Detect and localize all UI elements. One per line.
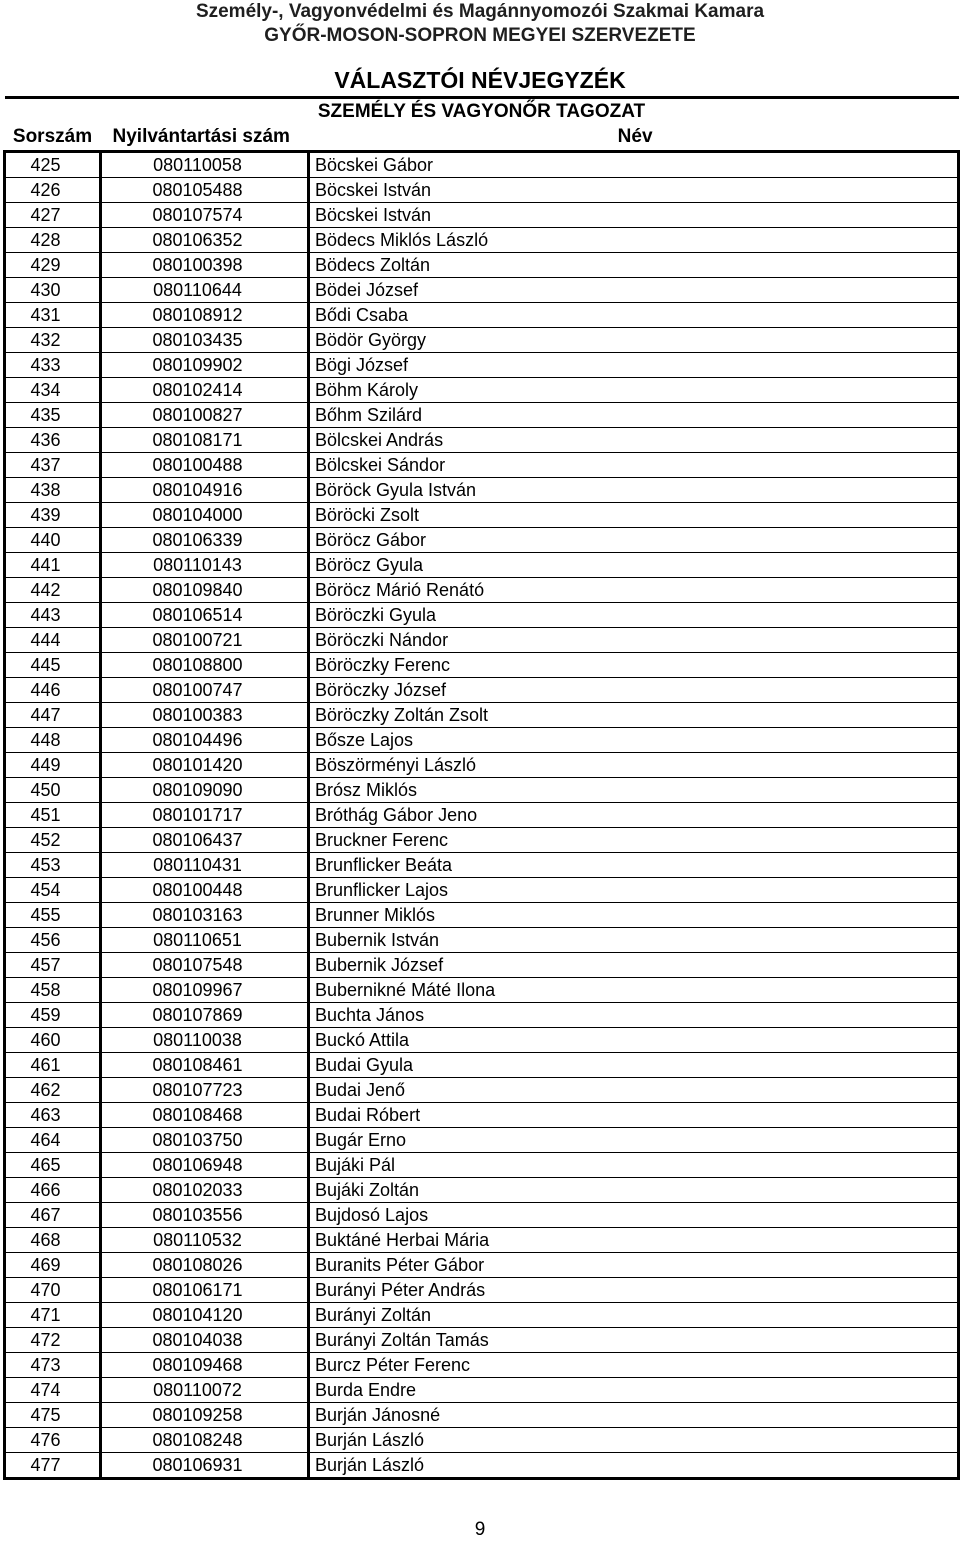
row-name: Brósz Miklós	[309, 778, 959, 803]
row-serial: 457	[5, 953, 101, 978]
row-serial: 426	[5, 178, 101, 203]
row-registry-number: 080110651	[101, 928, 309, 953]
table-row	[5, 1028, 959, 1053]
table-row	[5, 1378, 959, 1403]
row-registry-number: 080100488	[101, 453, 309, 478]
row-name: Bödör György	[309, 328, 959, 353]
row-registry-number: 080106171	[101, 1278, 309, 1303]
row-serial: 477	[5, 1453, 101, 1479]
table-row	[5, 152, 959, 178]
row-registry-number: 080106352	[101, 228, 309, 253]
row-serial: 442	[5, 578, 101, 603]
row-serial: 432	[5, 328, 101, 353]
row-registry-number: 080110431	[101, 853, 309, 878]
row-serial: 459	[5, 1003, 101, 1028]
row-serial: 469	[5, 1253, 101, 1278]
row-serial: 436	[5, 428, 101, 453]
row-serial: 438	[5, 478, 101, 503]
table-row	[5, 578, 959, 603]
table-row	[5, 503, 959, 528]
row-serial: 437	[5, 453, 101, 478]
row-name: Burda Endre	[309, 1378, 959, 1403]
row-registry-number: 080101717	[101, 803, 309, 828]
table-row	[5, 1128, 959, 1153]
row-name: Buktáné Herbai Mária	[309, 1228, 959, 1253]
document-title: VÁLASZTÓI NÉVJEGYZÉK	[334, 67, 626, 93]
row-serial: 427	[5, 203, 101, 228]
row-registry-number: 080103750	[101, 1128, 309, 1153]
row-serial: 433	[5, 353, 101, 378]
table-row	[5, 1228, 959, 1253]
row-serial: 445	[5, 653, 101, 678]
row-name: Bödecs Miklós László	[309, 228, 959, 253]
row-serial: 434	[5, 378, 101, 403]
row-serial: 425	[5, 152, 101, 178]
table-row	[5, 978, 959, 1003]
row-registry-number: 080107548	[101, 953, 309, 978]
row-serial: 468	[5, 1228, 101, 1253]
column-header-serial: Sorszám	[5, 124, 101, 152]
section-title: SZEMÉLY ÉS VAGYONŐR TAGOZAT	[5, 98, 959, 125]
row-registry-number: 080106339	[101, 528, 309, 553]
row-serial: 452	[5, 828, 101, 853]
row-name: Bubernik István	[309, 928, 959, 953]
table-row	[5, 928, 959, 953]
row-registry-number: 080103435	[101, 328, 309, 353]
row-serial: 428	[5, 228, 101, 253]
row-serial: 450	[5, 778, 101, 803]
table-row	[5, 678, 959, 703]
row-serial: 462	[5, 1078, 101, 1103]
table-row	[5, 378, 959, 403]
table-row	[5, 853, 959, 878]
row-name: Böcskei István	[309, 203, 959, 228]
table-row	[5, 453, 959, 478]
row-name: Böhm Károly	[309, 378, 959, 403]
row-name: Burányi Péter András	[309, 1278, 959, 1303]
row-serial: 439	[5, 503, 101, 528]
row-serial: 458	[5, 978, 101, 1003]
table-row	[5, 303, 959, 328]
row-registry-number: 080110058	[101, 152, 309, 178]
table-row	[5, 1278, 959, 1303]
row-serial: 460	[5, 1028, 101, 1053]
row-serial: 474	[5, 1378, 101, 1403]
row-serial: 435	[5, 403, 101, 428]
table-row	[5, 403, 959, 428]
row-name: Bősze Lajos	[309, 728, 959, 753]
row-registry-number: 080103163	[101, 903, 309, 928]
row-registry-number: 080102414	[101, 378, 309, 403]
row-serial: 429	[5, 253, 101, 278]
row-serial: 441	[5, 553, 101, 578]
row-serial: 461	[5, 1053, 101, 1078]
row-registry-number: 080102033	[101, 1178, 309, 1203]
row-name: Brunflicker Lajos	[309, 878, 959, 903]
row-registry-number: 080100448	[101, 878, 309, 903]
row-name: Bőhm Szilárd	[309, 403, 959, 428]
row-serial: 456	[5, 928, 101, 953]
row-name: Bödei József	[309, 278, 959, 303]
row-registry-number: 080104496	[101, 728, 309, 753]
row-name: Burján László	[309, 1453, 959, 1479]
row-registry-number: 080108912	[101, 303, 309, 328]
table-row	[5, 1203, 959, 1228]
row-name: Böröczki Nándor	[309, 628, 959, 653]
row-registry-number: 080110072	[101, 1378, 309, 1403]
table-row	[5, 253, 959, 278]
table-row	[5, 753, 959, 778]
row-serial: 440	[5, 528, 101, 553]
row-serial: 476	[5, 1428, 101, 1453]
page-number: 9	[474, 1519, 486, 1540]
organization-branch: GYŐR-MOSON-SOPRON MEGYEI SZERVEZETE	[264, 25, 696, 46]
table-row	[5, 228, 959, 253]
row-name: Bödecs Zoltán	[309, 253, 959, 278]
row-registry-number: 080110644	[101, 278, 309, 303]
row-name: Brunflicker Beáta	[309, 853, 959, 878]
row-serial: 454	[5, 878, 101, 903]
row-serial: 467	[5, 1203, 101, 1228]
row-name: Böröck Gyula István	[309, 478, 959, 503]
table-row	[5, 1053, 959, 1078]
row-serial: 444	[5, 628, 101, 653]
row-name: Böszörményi László	[309, 753, 959, 778]
table-body	[5, 152, 959, 1479]
row-registry-number: 080107574	[101, 203, 309, 228]
row-registry-number: 080108248	[101, 1428, 309, 1453]
table-row	[5, 178, 959, 203]
table-row	[5, 1078, 959, 1103]
row-name: Bujáki Pál	[309, 1153, 959, 1178]
row-registry-number: 080110532	[101, 1228, 309, 1253]
row-name: Böröcz Gábor	[309, 528, 959, 553]
row-name: Böröcki Zsolt	[309, 503, 959, 528]
row-registry-number: 080100827	[101, 403, 309, 428]
row-name: Budai Gyula	[309, 1053, 959, 1078]
row-registry-number: 080109967	[101, 978, 309, 1003]
row-serial: 447	[5, 703, 101, 728]
row-registry-number: 080105488	[101, 178, 309, 203]
row-name: Bődi Csaba	[309, 303, 959, 328]
table-row	[5, 1103, 959, 1128]
row-name: Böcskei Gábor	[309, 152, 959, 178]
row-registry-number: 080108461	[101, 1053, 309, 1078]
row-registry-number: 080108800	[101, 653, 309, 678]
table-row	[5, 328, 959, 353]
row-name: Bubernikné Máté Ilona	[309, 978, 959, 1003]
table-row	[5, 778, 959, 803]
table-row	[5, 728, 959, 753]
table-row	[5, 1328, 959, 1353]
row-serial: 475	[5, 1403, 101, 1428]
row-registry-number: 080109840	[101, 578, 309, 603]
row-name: Budai Jenő	[309, 1078, 959, 1103]
column-header-registry-number: Nyilvántartási szám	[101, 124, 309, 152]
row-registry-number: 080109468	[101, 1353, 309, 1378]
table-row	[5, 628, 959, 653]
row-registry-number: 080106948	[101, 1153, 309, 1178]
table-row	[5, 1353, 959, 1378]
row-name: Buranits Péter Gábor	[309, 1253, 959, 1278]
row-registry-number: 080110143	[101, 553, 309, 578]
row-name: Burányi Zoltán Tamás	[309, 1328, 959, 1353]
table-row	[5, 478, 959, 503]
row-registry-number: 080106514	[101, 603, 309, 628]
row-name: Bróthág Gábor Jeno	[309, 803, 959, 828]
row-serial: 448	[5, 728, 101, 753]
row-registry-number: 080101420	[101, 753, 309, 778]
table-row	[5, 953, 959, 978]
row-name: Böröczky Zoltán Zsolt	[309, 703, 959, 728]
row-registry-number: 080109258	[101, 1403, 309, 1428]
row-registry-number: 080100398	[101, 253, 309, 278]
row-name: Buckó Attila	[309, 1028, 959, 1053]
row-registry-number: 080109902	[101, 353, 309, 378]
row-name: Böcskei István	[309, 178, 959, 203]
row-serial: 431	[5, 303, 101, 328]
row-registry-number: 080110038	[101, 1028, 309, 1053]
row-name: Burányi Zoltán	[309, 1303, 959, 1328]
row-name: Bujáki Zoltán	[309, 1178, 959, 1203]
table-row	[5, 1153, 959, 1178]
row-serial: 443	[5, 603, 101, 628]
row-serial: 449	[5, 753, 101, 778]
row-registry-number: 080104916	[101, 478, 309, 503]
table-row	[5, 528, 959, 553]
row-name: Bubernik József	[309, 953, 959, 978]
table-row	[5, 1003, 959, 1028]
row-registry-number: 080108468	[101, 1103, 309, 1128]
row-name: Bölcskei Sándor	[309, 453, 959, 478]
row-serial: 455	[5, 903, 101, 928]
row-name: Burján Jánosné	[309, 1403, 959, 1428]
row-serial: 453	[5, 853, 101, 878]
table-row	[5, 903, 959, 928]
row-serial: 463	[5, 1103, 101, 1128]
table-row	[5, 1303, 959, 1328]
table-row	[5, 653, 959, 678]
row-name: Böröcz Gyula	[309, 553, 959, 578]
row-serial: 446	[5, 678, 101, 703]
row-serial: 471	[5, 1303, 101, 1328]
row-serial: 466	[5, 1178, 101, 1203]
organization-name: Személy-, Vagyonvédelmi és Magánnyomozói Szakmai Kamara	[195, 1, 765, 22]
row-registry-number: 080109090	[101, 778, 309, 803]
row-name: Burcz Péter Ferenc	[309, 1353, 959, 1378]
table-row	[5, 203, 959, 228]
row-name: Brunner Miklós	[309, 903, 959, 928]
table-row	[5, 1453, 959, 1479]
row-registry-number: 080104038	[101, 1328, 309, 1353]
row-name: Bruckner Ferenc	[309, 828, 959, 853]
row-name: Böröczky Ferenc	[309, 653, 959, 678]
row-name: Burján László	[309, 1428, 959, 1453]
row-registry-number: 080100383	[101, 703, 309, 728]
row-name: Bölcskei András	[309, 428, 959, 453]
table-row	[5, 278, 959, 303]
table-row	[5, 878, 959, 903]
row-registry-number: 080104000	[101, 503, 309, 528]
table-row	[5, 1253, 959, 1278]
column-header-name: Név	[309, 124, 959, 152]
voter-register-table	[3, 96, 960, 1480]
row-registry-number: 080108171	[101, 428, 309, 453]
row-serial: 473	[5, 1353, 101, 1378]
row-serial: 451	[5, 803, 101, 828]
row-name: Bögi József	[309, 353, 959, 378]
row-registry-number: 080100747	[101, 678, 309, 703]
table-row	[5, 803, 959, 828]
row-registry-number: 080107723	[101, 1078, 309, 1103]
row-registry-number: 080108026	[101, 1253, 309, 1278]
table-row	[5, 428, 959, 453]
row-registry-number: 080107869	[101, 1003, 309, 1028]
table-row	[5, 703, 959, 728]
row-name: Budai Róbert	[309, 1103, 959, 1128]
table-row	[5, 553, 959, 578]
table-row	[5, 828, 959, 853]
table-row	[5, 1178, 959, 1203]
table-row	[5, 1428, 959, 1453]
row-name: Böröczki Gyula	[309, 603, 959, 628]
table-row	[5, 603, 959, 628]
table-row	[5, 353, 959, 378]
row-serial: 465	[5, 1153, 101, 1178]
row-name: Bujdosó Lajos	[309, 1203, 959, 1228]
row-serial: 470	[5, 1278, 101, 1303]
row-name: Böröczky József	[309, 678, 959, 703]
row-serial: 472	[5, 1328, 101, 1353]
row-name: Böröcz Márió Renátó	[309, 578, 959, 603]
row-serial: 430	[5, 278, 101, 303]
row-registry-number: 080104120	[101, 1303, 309, 1328]
row-serial: 464	[5, 1128, 101, 1153]
row-name: Bugár Erno	[309, 1128, 959, 1153]
row-registry-number: 080106437	[101, 828, 309, 853]
table-row	[5, 1403, 959, 1428]
row-registry-number: 080100721	[101, 628, 309, 653]
row-name: Buchta János	[309, 1003, 959, 1028]
row-registry-number: 080103556	[101, 1203, 309, 1228]
row-registry-number: 080106931	[101, 1453, 309, 1479]
